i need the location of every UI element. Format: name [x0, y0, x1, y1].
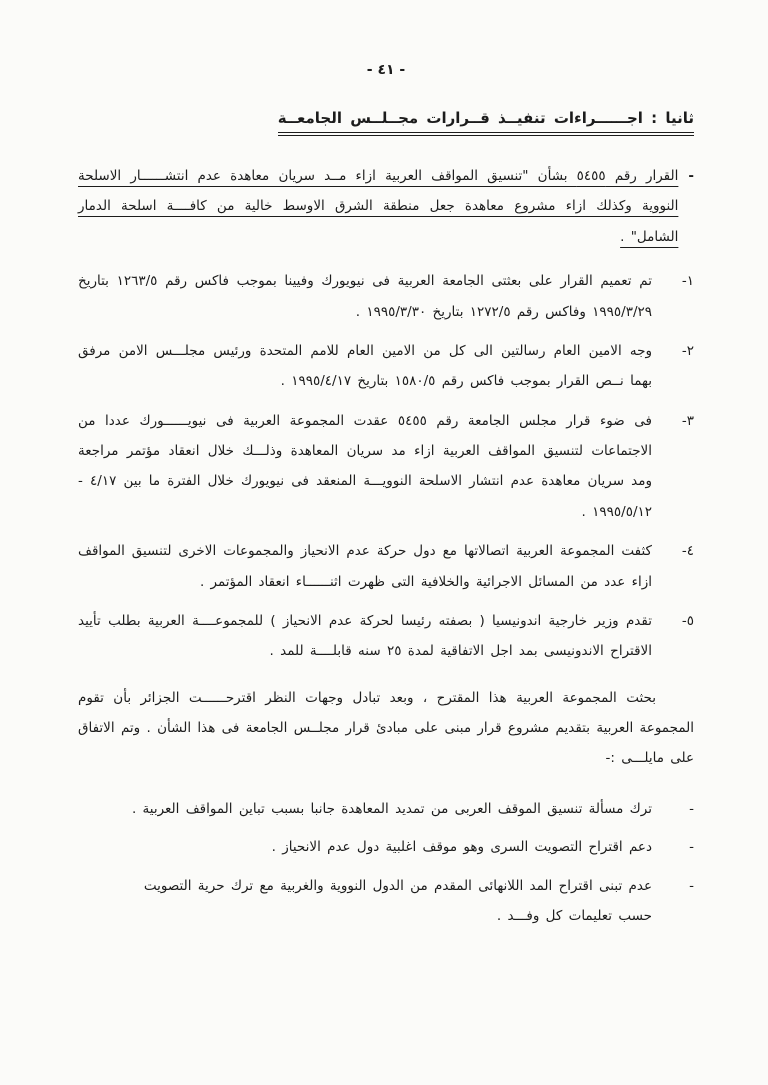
numbered-item-1 — [78, 266, 694, 327]
numbered-item-5 — [78, 606, 694, 667]
bullet-item-1 — [78, 794, 694, 824]
section-heading: ثانيا : اجــــــراءات تنفيــذ قــرارات مجــلــس الجامعــة — [278, 109, 694, 133]
numbered-item-3 — [78, 406, 694, 528]
numbered-item-4 — [78, 536, 694, 597]
item-text: تقدم وزير خارجية اندونيسيا ( بصفته رئيسا لحركة عدم الانحياز ) للمجموعــــة العربية بطلب تأييد الاقتراح الاندونيسى بمد اجل الاتفاقية لمدة ٢٥ سنه قابلــــة للمد . — [78, 612, 652, 660]
resolution-paragraph — [78, 161, 694, 252]
item-text: فى ضوء قرار مجلس الجامعة رقم ٥٤٥٥ عقدت المجموعة العربية فى نيويــــــورك عددا من الاجتماعات لتنسيق المواقف العربية ازاء مد سريان المعاهدة وذلـــك خلال انعقاد مؤتمر مراجعة ومد سريان معاهدة عدم انتشار الاسلحة النوويـــة المنعقد فى نيويورك خلال الفترة ما بين ٤/١٧ - ١٩٩٥/٥/١٢ . — [78, 412, 652, 520]
item-text: كثفت المجموعة العربية اتصالاتها مع دول حركة عدم الانحياز والمجموعات الاخرى لتنسيق المواقف ازاء عدد من المسائل الاجرائية والخلافية التى ظهرت اثنــــــاء انعقاد المؤتمر . — [78, 543, 652, 590]
item-number: ١- — [681, 273, 694, 290]
dash-marker: - — [689, 877, 694, 894]
bullet-item-3 — [78, 871, 694, 932]
bullet-item-2 — [78, 832, 694, 862]
section-heading-row — [78, 108, 694, 133]
item-number: ٥- — [681, 612, 694, 629]
bullet-text: ترك مسألة تنسيق الموقف العربى من تمديد المعاهدة جانبا بسبب تباين المواقف العربية . — [131, 800, 652, 817]
bullet-text: دعم اقتراح التصويت السرى وهو موقف اغلبية دول عدم الانحياز . — [271, 839, 652, 856]
page-number: - ٤١ - — [366, 62, 406, 78]
bullet-text: عدم تبنى اقتراح المد اللانهائى المقدم من الدول النووية والغربية مع ترك حرية التصويت حسب تعليمات كل وفـــد . — [143, 877, 652, 924]
dash-marker: - — [689, 800, 694, 817]
item-number: ٤- — [681, 543, 694, 560]
closing-paragraph: بحثت المجموعة العربية هذا المقترح ، وبعد تبادل وجهات النظر اقترحــــــت الجزائر بأن تقوم المجموعة العربية بتقديم مشروع قرار مبنى على مبادئ قرار مجلــس الجامعة فى هذا الشأن . وتم الاتفاق على مايلـــى :- — [78, 689, 694, 767]
item-text: تم تعميم القرار على بعثتى الجامعة العربية فى نيويورك وفيينا بموجب فاكس رقم ١٢٦٣/٥ بتاريخ ١٩٩٥/٣/٢٩ وفاكس رقم ١٢٧٢/٥ بتاريخ ١٩٩٥/٣/٣٠ . — [78, 273, 652, 320]
dash-marker: - — [688, 168, 694, 184]
numbered-item-2 — [78, 336, 694, 397]
resolution-text: القرار رقم ٥٤٥٥ بشأن "تنسيق المواقف العربية ازاء مــد سريان معاهدة عدم انتشــــــار الاسلحة النووية وكذلك ازاء مشروع معاهدة جعل منطقة الشرق الاوسط خالية من كافــــة اسلحة الدمار الشامل" . — [78, 168, 679, 245]
item-number: ٣- — [681, 412, 694, 429]
document-body — [78, 161, 694, 931]
item-text: وجه الامين العام رسالتين الى كل من الامين العام للامم المتحدة ورئيس مجلـــس الامن مرفق بهما نــص القرار بموجب فاكس رقم ١٥٨٠/٥ بتاريخ ١٩٩٥/٤/١٧ . — [78, 342, 652, 390]
item-number: ٢- — [681, 342, 694, 359]
dash-marker: - — [689, 839, 694, 856]
